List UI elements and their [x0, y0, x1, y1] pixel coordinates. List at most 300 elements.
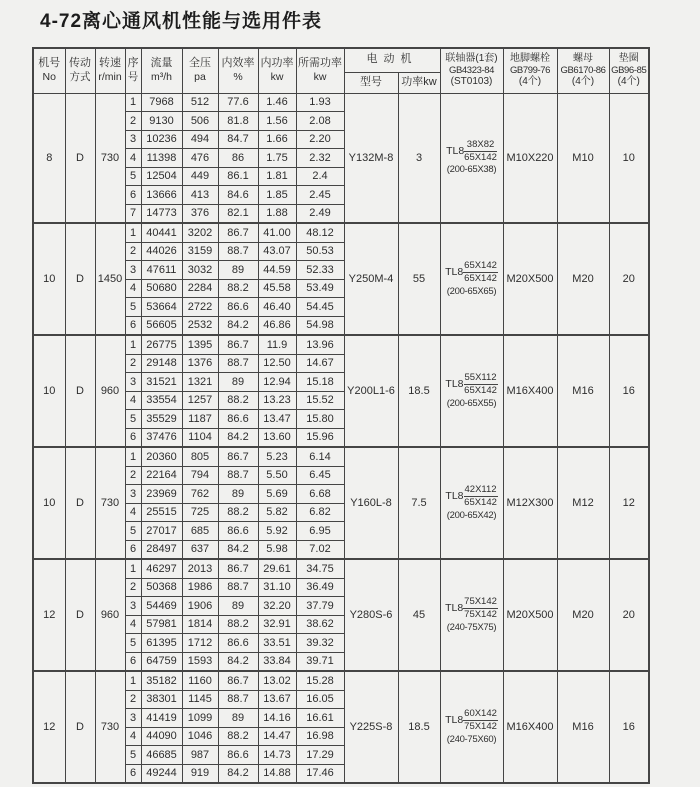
cell-flow: 12504 — [141, 167, 182, 186]
cell-efficiency: 86.6 — [218, 746, 258, 765]
coupling-fraction-top: 42X112 — [464, 483, 497, 495]
cell-required-power: 6.95 — [296, 522, 344, 541]
header-serial — [125, 48, 141, 93]
cell-motor-model: Y225S-8 — [344, 671, 398, 783]
header-coupling-standard: GB4323-84 — [449, 65, 494, 77]
cell-flow: 37476 — [141, 428, 182, 447]
coupling-fraction — [463, 260, 498, 285]
cell-flow: 35529 — [141, 410, 182, 429]
header-efficiency-line2: % — [233, 71, 243, 84]
cell-internal-power: 41.00 — [258, 223, 296, 242]
cell-flow: 50680 — [141, 279, 182, 298]
cell-serial: 6 — [125, 428, 141, 447]
cell-serial: 7 — [125, 204, 141, 223]
cell-serial: 2 — [125, 578, 141, 597]
cell-motor-model: Y132M-8 — [344, 93, 398, 223]
cell-flow: 13666 — [141, 186, 182, 205]
cell-serial: 4 — [125, 279, 141, 298]
cell-required-power: 2.45 — [296, 186, 344, 205]
header-flow-line2: m³/h — [151, 71, 172, 84]
cell-flow: 23969 — [141, 485, 182, 504]
cell-efficiency: 86.1 — [218, 167, 258, 186]
cell-required-power: 14.67 — [296, 354, 344, 373]
cell-pressure: 2722 — [182, 298, 218, 317]
cell-internal-power: 5.23 — [258, 447, 296, 466]
cell-internal-power: 13.02 — [258, 671, 296, 690]
cell-motor-model: Y200L1-6 — [344, 335, 398, 447]
cell-required-power: 17.46 — [296, 764, 344, 783]
cell-required-power: 38.62 — [296, 615, 344, 634]
header-anchor-bolt-name: 地脚螺栓 — [510, 53, 550, 65]
cell-serial: 3 — [125, 130, 141, 149]
cell-internal-power: 29.61 — [258, 559, 296, 578]
coupling-note: (200-65X38) — [446, 164, 497, 176]
cell-serial: 4 — [125, 149, 141, 168]
cell-serial: 3 — [125, 485, 141, 504]
cell-internal-power: 14.73 — [258, 746, 296, 765]
cell-speed: 730 — [95, 93, 125, 223]
cell-motor-power: 45 — [398, 559, 440, 671]
cell-flow: 44026 — [141, 242, 182, 261]
cell-coupling — [440, 223, 503, 335]
cell-required-power: 7.02 — [296, 540, 344, 559]
cell-serial: 2 — [125, 112, 141, 131]
header-coupling — [440, 48, 503, 93]
cell-pressure: 494 — [182, 130, 218, 149]
cell-required-power: 52.33 — [296, 261, 344, 280]
cell-flow: 33554 — [141, 391, 182, 410]
cell-required-power: 2.08 — [296, 112, 344, 131]
cell-internal-power: 1.88 — [258, 204, 296, 223]
cell-pressure: 805 — [182, 447, 218, 466]
header-coupling-name: 联轴器(1套) — [445, 53, 498, 65]
cell-required-power: 54.98 — [296, 316, 344, 335]
header-drive-line2: 方式 — [69, 71, 91, 84]
cell-speed: 730 — [95, 671, 125, 783]
header-pressure-line1: 全压 — [189, 57, 211, 70]
cell-internal-power: 1.46 — [258, 93, 296, 112]
cell-efficiency: 86.7 — [218, 671, 258, 690]
cell-internal-power: 5.98 — [258, 540, 296, 559]
cell-pressure: 685 — [182, 522, 218, 541]
cell-speed: 1450 — [95, 223, 125, 335]
coupling-type: TL8 — [445, 266, 464, 279]
cell-pressure: 506 — [182, 112, 218, 131]
cell-efficiency: 84.2 — [218, 428, 258, 447]
cell-efficiency: 89 — [218, 597, 258, 616]
cell-pressure: 3159 — [182, 242, 218, 261]
cell-required-power: 15.28 — [296, 671, 344, 690]
cell-flow: 26775 — [141, 335, 182, 354]
cell-motor-power: 3 — [398, 93, 440, 223]
cell-washer: 16 — [609, 671, 649, 783]
header-washer — [609, 48, 649, 93]
cell-internal-power: 1.66 — [258, 130, 296, 149]
cell-serial: 3 — [125, 709, 141, 728]
header-machine-no-line2: No — [42, 71, 56, 84]
coupling-fraction — [464, 372, 498, 397]
cell-flow: 40441 — [141, 223, 182, 242]
header-efficiency-line1: 内效率 — [221, 57, 255, 70]
cell-pressure: 1160 — [182, 671, 218, 690]
data-row — [33, 335, 649, 354]
cell-flow: 50368 — [141, 578, 182, 597]
coupling-note: (200-65X65) — [446, 285, 497, 297]
cell-serial: 6 — [125, 764, 141, 783]
cell-flow: 46685 — [141, 746, 182, 765]
cell-washer: 20 — [609, 559, 649, 671]
cell-required-power: 54.45 — [296, 298, 344, 317]
cell-efficiency: 89 — [218, 261, 258, 280]
cell-flow: 61395 — [141, 634, 182, 653]
cell-pressure: 3032 — [182, 261, 218, 280]
cell-flow: 49244 — [141, 764, 182, 783]
cell-serial: 4 — [125, 503, 141, 522]
cell-required-power: 16.98 — [296, 727, 344, 746]
cell-required-power: 6.82 — [296, 503, 344, 522]
cell-pressure: 1187 — [182, 410, 218, 429]
header-row-1 — [33, 48, 649, 72]
cell-efficiency: 88.7 — [218, 354, 258, 373]
cell-internal-power: 33.51 — [258, 634, 296, 653]
cell-flow: 57981 — [141, 615, 182, 634]
cell-internal-power: 13.67 — [258, 690, 296, 709]
cell-serial: 2 — [125, 354, 141, 373]
coupling-fraction-bottom: 65X142 — [464, 151, 497, 163]
header-motor-group: 电动机 — [344, 48, 440, 72]
cell-efficiency: 88.7 — [218, 578, 258, 597]
cell-pressure: 2013 — [182, 559, 218, 578]
cell-machine-no: 10 — [33, 335, 65, 447]
coupling-type: TL8 — [445, 714, 464, 727]
cell-drive: D — [65, 223, 95, 335]
cell-flow: 53664 — [141, 298, 182, 317]
cell-coupling — [440, 559, 503, 671]
cell-required-power: 1.93 — [296, 93, 344, 112]
cell-serial: 1 — [125, 671, 141, 690]
cell-serial: 5 — [125, 167, 141, 186]
cell-pressure: 1104 — [182, 428, 218, 447]
cell-motor-model: Y280S-6 — [344, 559, 398, 671]
header-drive-line1: 传动 — [69, 57, 91, 70]
cell-flow: 7968 — [141, 93, 182, 112]
cell-flow: 10236 — [141, 130, 182, 149]
coupling-fraction — [464, 139, 497, 164]
header-washer-standard: GB96-85 — [611, 65, 647, 77]
cell-required-power: 39.71 — [296, 652, 344, 671]
cell-flow: 44090 — [141, 727, 182, 746]
header-serial-line2: 号 — [127, 71, 139, 84]
cell-pressure: 987 — [182, 746, 218, 765]
cell-speed: 960 — [95, 335, 125, 447]
coupling-fraction — [464, 484, 498, 509]
header-required-power — [296, 48, 344, 93]
data-row — [33, 671, 649, 690]
cell-flow: 11398 — [141, 149, 182, 168]
header-anchor-bolt-qty: (4个) — [518, 76, 542, 88]
cell-pressure: 376 — [182, 204, 218, 223]
cell-serial: 3 — [125, 597, 141, 616]
cell-efficiency: 86.6 — [218, 634, 258, 653]
coupling-note: (200-65X55) — [446, 397, 497, 409]
cell-pressure: 512 — [182, 93, 218, 112]
cell-internal-power: 5.50 — [258, 466, 296, 485]
header-nut-name: 螺母 — [573, 53, 593, 65]
coupling-fraction — [463, 596, 498, 621]
cell-required-power: 53.49 — [296, 279, 344, 298]
cell-anchor-bolt: M16X400 — [503, 335, 557, 447]
cell-efficiency: 88.7 — [218, 466, 258, 485]
header-motor-power: 功率kw — [398, 72, 440, 93]
cell-serial: 5 — [125, 522, 141, 541]
cell-nut: M20 — [557, 223, 609, 335]
cell-serial: 4 — [125, 391, 141, 410]
cell-required-power: 2.20 — [296, 130, 344, 149]
coupling-fraction-top: 75X142 — [464, 595, 497, 607]
table-body — [33, 93, 649, 783]
cell-anchor-bolt: M20X500 — [503, 559, 557, 671]
coupling-type: TL8 — [446, 144, 465, 157]
cell-nut: M12 — [557, 447, 609, 559]
header-internal-power-line1: 内功率 — [260, 57, 294, 70]
cell-internal-power: 12.94 — [258, 373, 296, 392]
cell-serial: 5 — [125, 298, 141, 317]
data-row — [33, 223, 649, 242]
header-pressure-line2: pa — [194, 71, 206, 84]
header-motor-model: 型号 — [344, 72, 398, 93]
cell-internal-power: 13.47 — [258, 410, 296, 429]
cell-motor-model: Y160L-8 — [344, 447, 398, 559]
cell-flow: 25515 — [141, 503, 182, 522]
cell-pressure: 1099 — [182, 709, 218, 728]
cell-internal-power: 1.56 — [258, 112, 296, 131]
cell-pressure: 1321 — [182, 373, 218, 392]
header-nut-qty: (4个) — [571, 76, 595, 88]
cell-internal-power: 13.60 — [258, 428, 296, 447]
cell-internal-power: 1.75 — [258, 149, 296, 168]
cell-motor-power: 18.5 — [398, 671, 440, 783]
cell-required-power: 48.12 — [296, 223, 344, 242]
cell-internal-power: 5.92 — [258, 522, 296, 541]
cell-serial: 1 — [125, 223, 141, 242]
header-internal-power-line2: kw — [270, 71, 284, 84]
cell-required-power: 2.4 — [296, 167, 344, 186]
cell-pressure: 1257 — [182, 391, 218, 410]
coupling-type: TL8 — [445, 378, 464, 391]
cell-pressure: 1395 — [182, 335, 218, 354]
cell-serial: 2 — [125, 466, 141, 485]
cell-pressure: 449 — [182, 167, 218, 186]
cell-serial: 5 — [125, 410, 141, 429]
cell-flow: 56605 — [141, 316, 182, 335]
coupling-note: (240-75X75) — [446, 621, 497, 633]
coupling-type: TL8 — [445, 490, 464, 503]
cell-pressure: 1593 — [182, 652, 218, 671]
coupling-spec — [441, 708, 503, 733]
coupling-fraction-top: 55X112 — [464, 371, 497, 383]
table-header — [33, 48, 649, 93]
cell-efficiency: 84.6 — [218, 186, 258, 205]
cell-flow: 22164 — [141, 466, 182, 485]
cell-washer: 16 — [609, 335, 649, 447]
cell-flow: 64759 — [141, 652, 182, 671]
coupling-fraction-top: 60X142 — [464, 707, 497, 719]
cell-pressure: 413 — [182, 186, 218, 205]
cell-flow: 14773 — [141, 204, 182, 223]
header-flow — [141, 48, 182, 93]
cell-required-power: 15.18 — [296, 373, 344, 392]
cell-drive: D — [65, 335, 95, 447]
coupling-fraction-bottom: 65X142 — [464, 272, 497, 284]
coupling-fraction — [463, 708, 498, 733]
cell-pressure: 1376 — [182, 354, 218, 373]
cell-serial: 5 — [125, 634, 141, 653]
header-speed-line2: r/min — [98, 71, 122, 84]
cell-washer: 10 — [609, 93, 649, 223]
coupling-fraction-bottom: 65X142 — [464, 496, 497, 508]
cell-efficiency: 88.2 — [218, 391, 258, 410]
header-serial-line1: 序 — [127, 57, 139, 70]
cell-nut: M20 — [557, 559, 609, 671]
coupling-fraction-top: 38X82 — [464, 139, 497, 152]
header-machine-no — [33, 48, 65, 93]
header-washer-name: 垫圈 — [618, 53, 639, 65]
cell-pressure: 1906 — [182, 597, 218, 616]
cell-nut: M10 — [557, 93, 609, 223]
cell-required-power: 17.29 — [296, 746, 344, 765]
cell-required-power: 15.96 — [296, 428, 344, 447]
cell-pressure: 3202 — [182, 223, 218, 242]
cell-efficiency: 88.7 — [218, 690, 258, 709]
cell-flow: 35182 — [141, 671, 182, 690]
cell-nut: M16 — [557, 335, 609, 447]
cell-pressure: 1046 — [182, 727, 218, 746]
cell-efficiency: 86.6 — [218, 298, 258, 317]
data-row — [33, 93, 649, 112]
coupling-note: (240-75X60) — [446, 733, 497, 745]
coupling-fraction-bottom: 65X142 — [464, 384, 497, 396]
cell-internal-power: 45.58 — [258, 279, 296, 298]
cell-pressure: 1145 — [182, 690, 218, 709]
coupling-spec — [441, 596, 503, 621]
cell-pressure: 476 — [182, 149, 218, 168]
cell-required-power: 37.79 — [296, 597, 344, 616]
header-speed — [95, 48, 125, 93]
cell-required-power: 34.75 — [296, 559, 344, 578]
cell-efficiency: 86.6 — [218, 410, 258, 429]
cell-efficiency: 88.2 — [218, 279, 258, 298]
cell-internal-power: 32.20 — [258, 597, 296, 616]
cell-speed: 960 — [95, 559, 125, 671]
cell-motor-model: Y250M-4 — [344, 223, 398, 335]
cell-required-power: 15.52 — [296, 391, 344, 410]
cell-pressure: 762 — [182, 485, 218, 504]
cell-speed: 730 — [95, 447, 125, 559]
cell-machine-no: 8 — [33, 93, 65, 223]
cell-pressure: 1814 — [182, 615, 218, 634]
cell-required-power: 50.53 — [296, 242, 344, 261]
cell-pressure: 1986 — [182, 578, 218, 597]
cell-internal-power: 46.40 — [258, 298, 296, 317]
cell-drive: D — [65, 559, 95, 671]
cell-internal-power: 14.47 — [258, 727, 296, 746]
cell-anchor-bolt: M20X500 — [503, 223, 557, 335]
cell-serial: 6 — [125, 186, 141, 205]
cell-coupling — [440, 335, 503, 447]
cell-motor-power: 55 — [398, 223, 440, 335]
cell-required-power: 2.32 — [296, 149, 344, 168]
cell-flow: 31521 — [141, 373, 182, 392]
cell-efficiency: 88.2 — [218, 503, 258, 522]
cell-internal-power: 13.23 — [258, 391, 296, 410]
cell-serial: 1 — [125, 93, 141, 112]
cell-coupling — [440, 447, 503, 559]
cell-serial: 2 — [125, 242, 141, 261]
cell-serial: 6 — [125, 316, 141, 335]
cell-serial: 1 — [125, 559, 141, 578]
cell-internal-power: 44.59 — [258, 261, 296, 280]
selection-table — [32, 47, 650, 784]
cell-serial: 6 — [125, 540, 141, 559]
cell-efficiency: 86.7 — [218, 447, 258, 466]
cell-internal-power: 46.86 — [258, 316, 296, 335]
cell-machine-no: 12 — [33, 559, 65, 671]
cell-flow: 47611 — [141, 261, 182, 280]
cell-serial: 4 — [125, 615, 141, 634]
coupling-fraction-bottom: 75X142 — [464, 608, 497, 620]
cell-anchor-bolt: M10X220 — [503, 93, 557, 223]
cell-internal-power: 33.84 — [258, 652, 296, 671]
cell-required-power: 36.49 — [296, 578, 344, 597]
cell-machine-no: 10 — [33, 447, 65, 559]
cell-serial: 1 — [125, 335, 141, 354]
cell-pressure: 794 — [182, 466, 218, 485]
header-coupling-qty: (ST0103) — [450, 76, 493, 88]
cell-efficiency: 86.7 — [218, 223, 258, 242]
cell-serial: 5 — [125, 746, 141, 765]
header-required-power-line2: kw — [313, 71, 327, 84]
coupling-spec — [441, 260, 503, 285]
cell-required-power: 6.68 — [296, 485, 344, 504]
cell-efficiency: 84.2 — [218, 764, 258, 783]
header-anchor-bolt-standard: GB799-76 — [509, 65, 551, 77]
cell-internal-power: 43.07 — [258, 242, 296, 261]
cell-flow: 20360 — [141, 447, 182, 466]
cell-flow: 41419 — [141, 709, 182, 728]
cell-coupling — [440, 93, 503, 223]
cell-internal-power: 12.50 — [258, 354, 296, 373]
cell-washer: 12 — [609, 447, 649, 559]
cell-coupling — [440, 671, 503, 783]
coupling-type: TL8 — [445, 602, 464, 615]
cell-efficiency: 89 — [218, 373, 258, 392]
cell-required-power: 13.96 — [296, 335, 344, 354]
cell-efficiency: 89 — [218, 709, 258, 728]
cell-motor-power: 7.5 — [398, 447, 440, 559]
cell-serial: 3 — [125, 261, 141, 280]
cell-internal-power: 1.85 — [258, 186, 296, 205]
cell-anchor-bolt: M12X300 — [503, 447, 557, 559]
cell-flow: 54469 — [141, 597, 182, 616]
header-nut-standard: GB6170-86 — [560, 65, 606, 77]
cell-drive: D — [65, 671, 95, 783]
header-drive — [65, 48, 95, 93]
header-washer-qty: (4个) — [617, 76, 640, 88]
cell-flow: 29148 — [141, 354, 182, 373]
header-efficiency — [218, 48, 258, 93]
cell-anchor-bolt: M16X400 — [503, 671, 557, 783]
cell-serial: 4 — [125, 727, 141, 746]
